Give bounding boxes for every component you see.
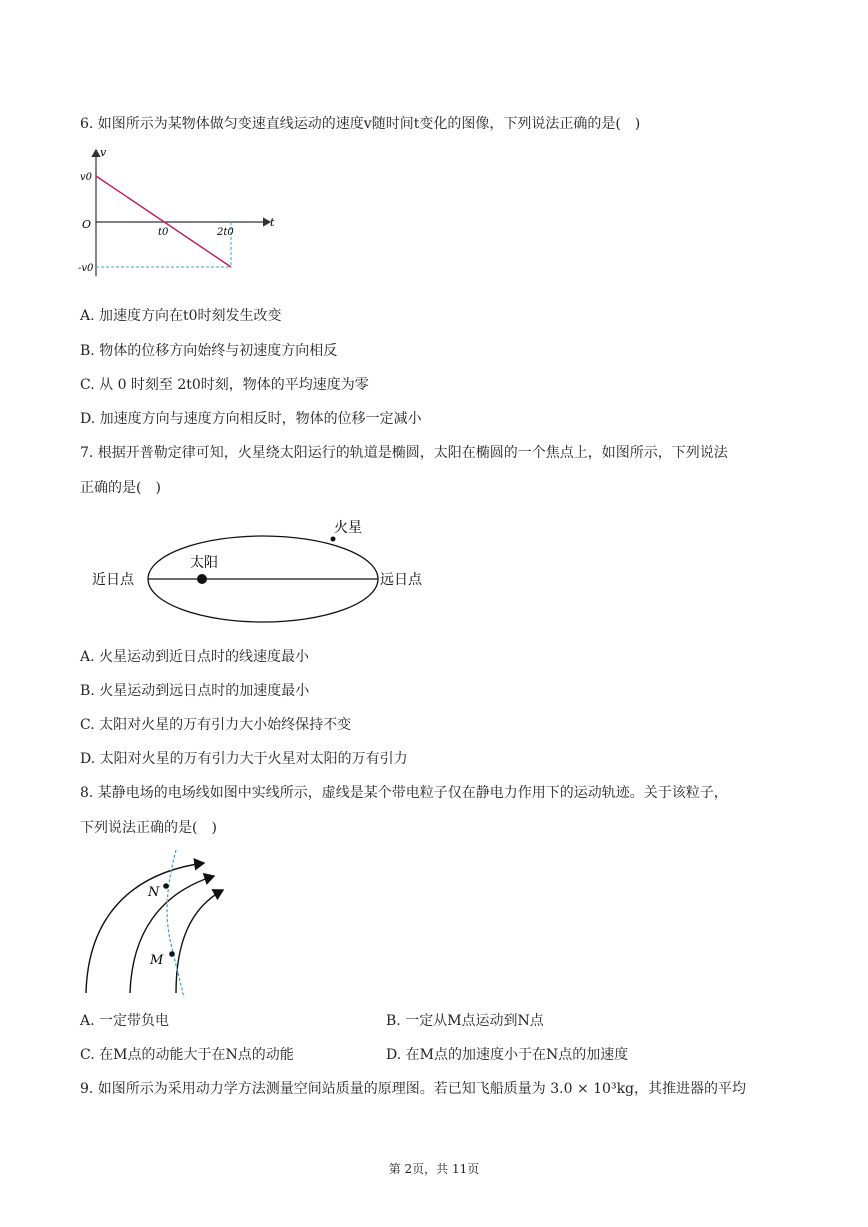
trajectory [167,850,184,998]
sun-label: 太阳 [190,555,218,571]
q6-option-d[interactable]: D. 加速度方向与速度方向相反时，物体的位移一定减小 [80,411,422,427]
field-line-2 [130,876,214,993]
q6-option-b[interactable]: B. 物体的位移方向始终与初速度方向相反 [80,343,338,359]
q6-vt-graph [78,146,283,281]
q7-stem-line2: 正确的是( ) [80,480,161,496]
page-footer: 第 2页，共 11页 [388,1162,480,1176]
q7-option-d[interactable]: D. 太阳对火星的万有引力大于火星对太阳的万有引力 [80,751,408,767]
field-line-1 [86,863,204,993]
q8-option-d[interactable]: D. 在M点的加速度小于在N点的加速度 [386,1047,629,1063]
q7-option-b[interactable]: B. 火星运动到远日点时的加速度最小 [80,683,310,699]
2t0-label: 2t0 [217,227,234,238]
point-m [169,951,175,957]
q8-option-b[interactable]: B. 一定从M点运动到N点 [386,1013,544,1029]
q8-stem-line2: 下列说法正确的是( ) [80,820,217,836]
q6-stem: 6. 如图所示为某物体做匀变速直线运动的速度v随时间t变化的图像，下列说法正确的是( ) [80,116,641,132]
q9-stem: 9. 如图所示为采用动力学方法测量空间站质量的原理图。若已知飞船质量为 3.0 × 10³kg，其推进器的平均 [80,1081,747,1097]
q7-option-c[interactable]: C. 太阳对火星的万有引力大小始终保持不变 [80,717,352,733]
perihelion-label: 近日点 [92,572,134,588]
t-axis-label: t [270,216,275,229]
t0-label: t0 [158,227,169,238]
aphelion-label: 远日点 [380,572,422,588]
n-label: N [148,885,160,900]
q8-option-c[interactable]: C. 在M点的动能大于在N点的动能 [80,1047,294,1063]
field-line-3 [176,890,223,993]
point-n [163,883,169,889]
origin-label: O [82,218,92,231]
m-label: M [150,953,164,968]
q8-option-a[interactable]: A. 一定带负电 [80,1013,170,1029]
sun-dot [197,574,207,584]
mars-dot [331,537,336,542]
v0-label: v0 [80,172,93,183]
mars-label: 火星 [334,520,362,536]
q7-orbit-figure [88,512,438,632]
q6-option-a[interactable]: A. 加速度方向在t0时刻发生改变 [80,308,282,324]
v-axis-label: v [100,146,107,159]
q8-field-figure [80,848,230,998]
q8-stem-line1: 8. 某静电场的电场线如图中实线所示，虚线是某个带电粒子仅在静电力作用下的运动轨迹。关于该粒子， [80,785,728,801]
q7-option-a[interactable]: A. 火星运动到近日点时的线速度最小 [80,649,310,665]
q6-option-c[interactable]: C. 从 0 时刻至 2t0时刻，物体的平均速度为零 [80,377,369,393]
q7-stem-line1: 7. 根据开普勒定律可知，火星绕太阳运行的轨道是椭圆，太阳在椭圆的一个焦点上，如图所示，下列说法 [80,445,728,461]
neg-v0-label: -v0 [78,263,94,274]
